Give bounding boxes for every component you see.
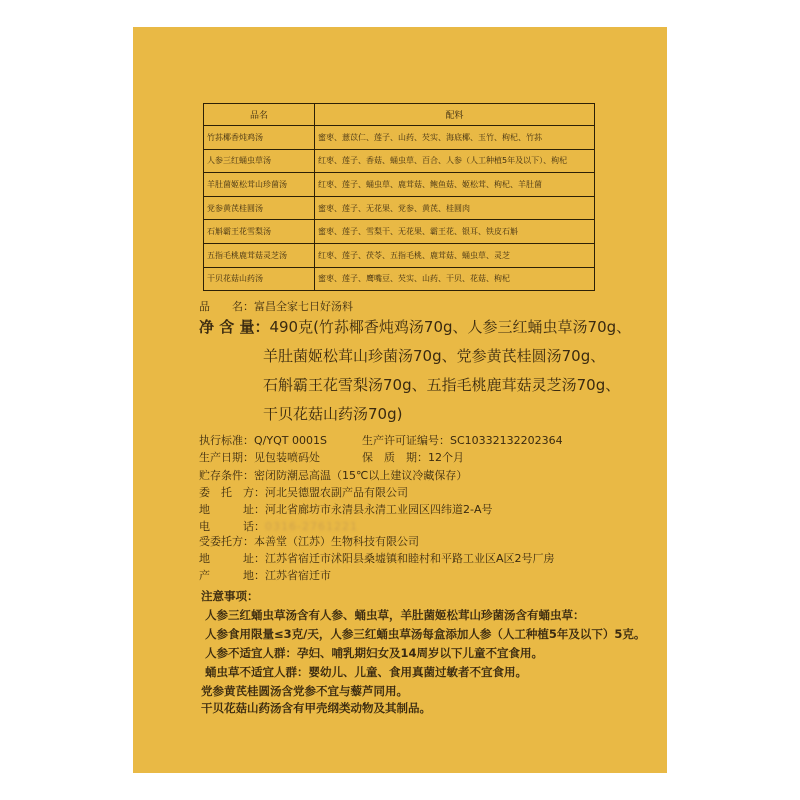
notes-line-6: 干贝花菇山药汤含有甲壳纲类动物及其制品。 (201, 701, 431, 715)
notes-line-1: 人参三红蛹虫草汤含有人参、蛹虫草，羊肚菌姬松茸山珍菌汤含有蛹虫草： (205, 608, 585, 622)
net-content-label: 净 含 量： (199, 318, 270, 336)
table-row (204, 196, 595, 220)
maker-line (199, 533, 419, 549)
row-name: 石斛霸王花雪梨汤 (204, 220, 315, 244)
notes-line-5: 党参黄芪桂圆汤含党参不宜与藜芦同用。 (201, 684, 408, 698)
table-row (204, 220, 595, 244)
shelf-life-label: 保 质 期： (362, 451, 428, 464)
storage-line (199, 467, 467, 483)
net-content-line-1: 490克(竹荪椰香炖鸡汤70g、人参三红蛹虫草汤70g、 (269, 318, 632, 336)
table-header-row (204, 104, 595, 126)
header-ingredients: 配料 (315, 104, 595, 126)
notes-title: 注意事项： (201, 589, 259, 603)
license-label: 生产许可证编号： (362, 434, 450, 447)
standard-value: Q/YQT 0001S (254, 434, 327, 447)
shelf-life-value: 12个月 (428, 451, 464, 464)
phone-line (199, 518, 358, 534)
ingredients-table (203, 103, 595, 291)
row-name: 羊肚菌姬松茸山珍菌汤 (204, 173, 315, 197)
notes-line-2: 人参食用限量≤3克/天，人参三红蛹虫草汤每盒添加人参（人工种植5年及以下）5克。 (205, 627, 646, 641)
row-name: 竹荪椰香炖鸡汤 (204, 126, 315, 150)
row-ingredients: 蜜枣、莲子、鹰嘴豆、芡实、山药、干贝、花菇、枸杞 (315, 267, 595, 291)
net-content-line-2: 羊肚菌姬松茸山珍菌汤70g、党参黄芪桂圆汤70g、 (263, 347, 606, 365)
phone-value: 0316-2761221 (265, 520, 358, 533)
row-name: 党参黄芪桂圆汤 (204, 196, 315, 220)
product-name: 富昌全家七日好汤料 (254, 300, 353, 313)
phone-label: 电 话： (199, 520, 265, 533)
license-value: SC10332132202364 (450, 434, 563, 447)
origin-label: 产 地： (199, 569, 265, 582)
origin-line (199, 567, 331, 583)
row-name: 干贝花菇山药汤 (204, 267, 315, 291)
standard-line (199, 432, 327, 448)
net-content-line (199, 316, 631, 337)
row-ingredients: 蜜枣、薏苡仁、莲子、山药、芡实、海底椰、玉竹、枸杞、竹荪 (315, 126, 595, 150)
client-value: 河北吴德盟农副产品有限公司 (265, 486, 408, 499)
product-name-line (199, 298, 353, 314)
client-label: 委 托 方： (199, 486, 265, 499)
storage-value: 密闭防潮忌高温（15℃以上建议冷藏保存） (254, 469, 468, 482)
row-ingredients: 蜜枣、莲子、雪梨干、无花果、霸王花、银耳、铁皮石斛 (315, 220, 595, 244)
production-date-line (199, 449, 320, 465)
row-ingredients: 蜜枣、莲子、无花果、党参、黄芪、桂圆肉 (315, 196, 595, 220)
net-content-line-3: 石斛霸王花雪梨汤70g、五指毛桃鹿茸菇灵芝汤70g、 (263, 376, 621, 394)
table-row (204, 149, 595, 173)
client-address-value: 河北省廊坊市永清县永清工业园区四纬道2-A号 (265, 503, 493, 516)
shelf-life-line (362, 449, 464, 465)
client-address-line (199, 501, 493, 517)
client-address-label: 地 址： (199, 503, 265, 516)
product-label (133, 27, 667, 773)
storage-label: 贮存条件： (199, 469, 254, 482)
maker-address-label: 地 址： (199, 552, 265, 565)
header-product-name: 品名 (204, 104, 315, 126)
origin-value: 江苏省宿迁市 (265, 569, 331, 582)
license-line (362, 432, 563, 448)
notes-line-4: 蛹虫草不适宜人群：婴幼儿、儿童、食用真菌过敏者不宜食用。 (205, 665, 527, 679)
maker-address-line (199, 550, 555, 566)
notes-line-3: 人参不适宜人群：孕妇、哺乳期妇女及14周岁以下儿童不宜食用。 (205, 646, 543, 660)
row-name: 五指毛桃鹿茸菇灵芝汤 (204, 243, 315, 267)
maker-address-value: 江苏省宿迁市沭阳县桑墟镇和睦村和平路工业区A区2号厂房 (265, 552, 555, 565)
row-ingredients: 红枣、莲子、茯苓、五指毛桃、鹿茸菇、蛹虫草、灵芝 (315, 243, 595, 267)
row-name: 人参三红蛹虫草汤 (204, 149, 315, 173)
maker-value: 本善堂（江苏）生物科技有限公司 (254, 535, 419, 548)
table-row (204, 267, 595, 291)
row-ingredients: 红枣、莲子、蛹虫草、鹿茸菇、鲍鱼菇、姬松茸、枸杞、羊肚菌 (315, 173, 595, 197)
maker-label: 受委托方： (199, 535, 254, 548)
table-row (204, 126, 595, 150)
net-content-line-4: 干贝花菇山药汤70g) (263, 405, 403, 423)
client-line (199, 484, 408, 500)
standard-label: 执行标准： (199, 434, 254, 447)
product-name-label: 品 名： (199, 300, 254, 313)
production-date-value: 见包装喷码处 (254, 451, 320, 464)
row-ingredients: 红枣、莲子、香菇、蛹虫草、百合、人参（人工种植5年及以下）、枸杞 (315, 149, 595, 173)
table-row (204, 173, 595, 197)
production-date-label: 生产日期： (199, 451, 254, 464)
table-row (204, 243, 595, 267)
